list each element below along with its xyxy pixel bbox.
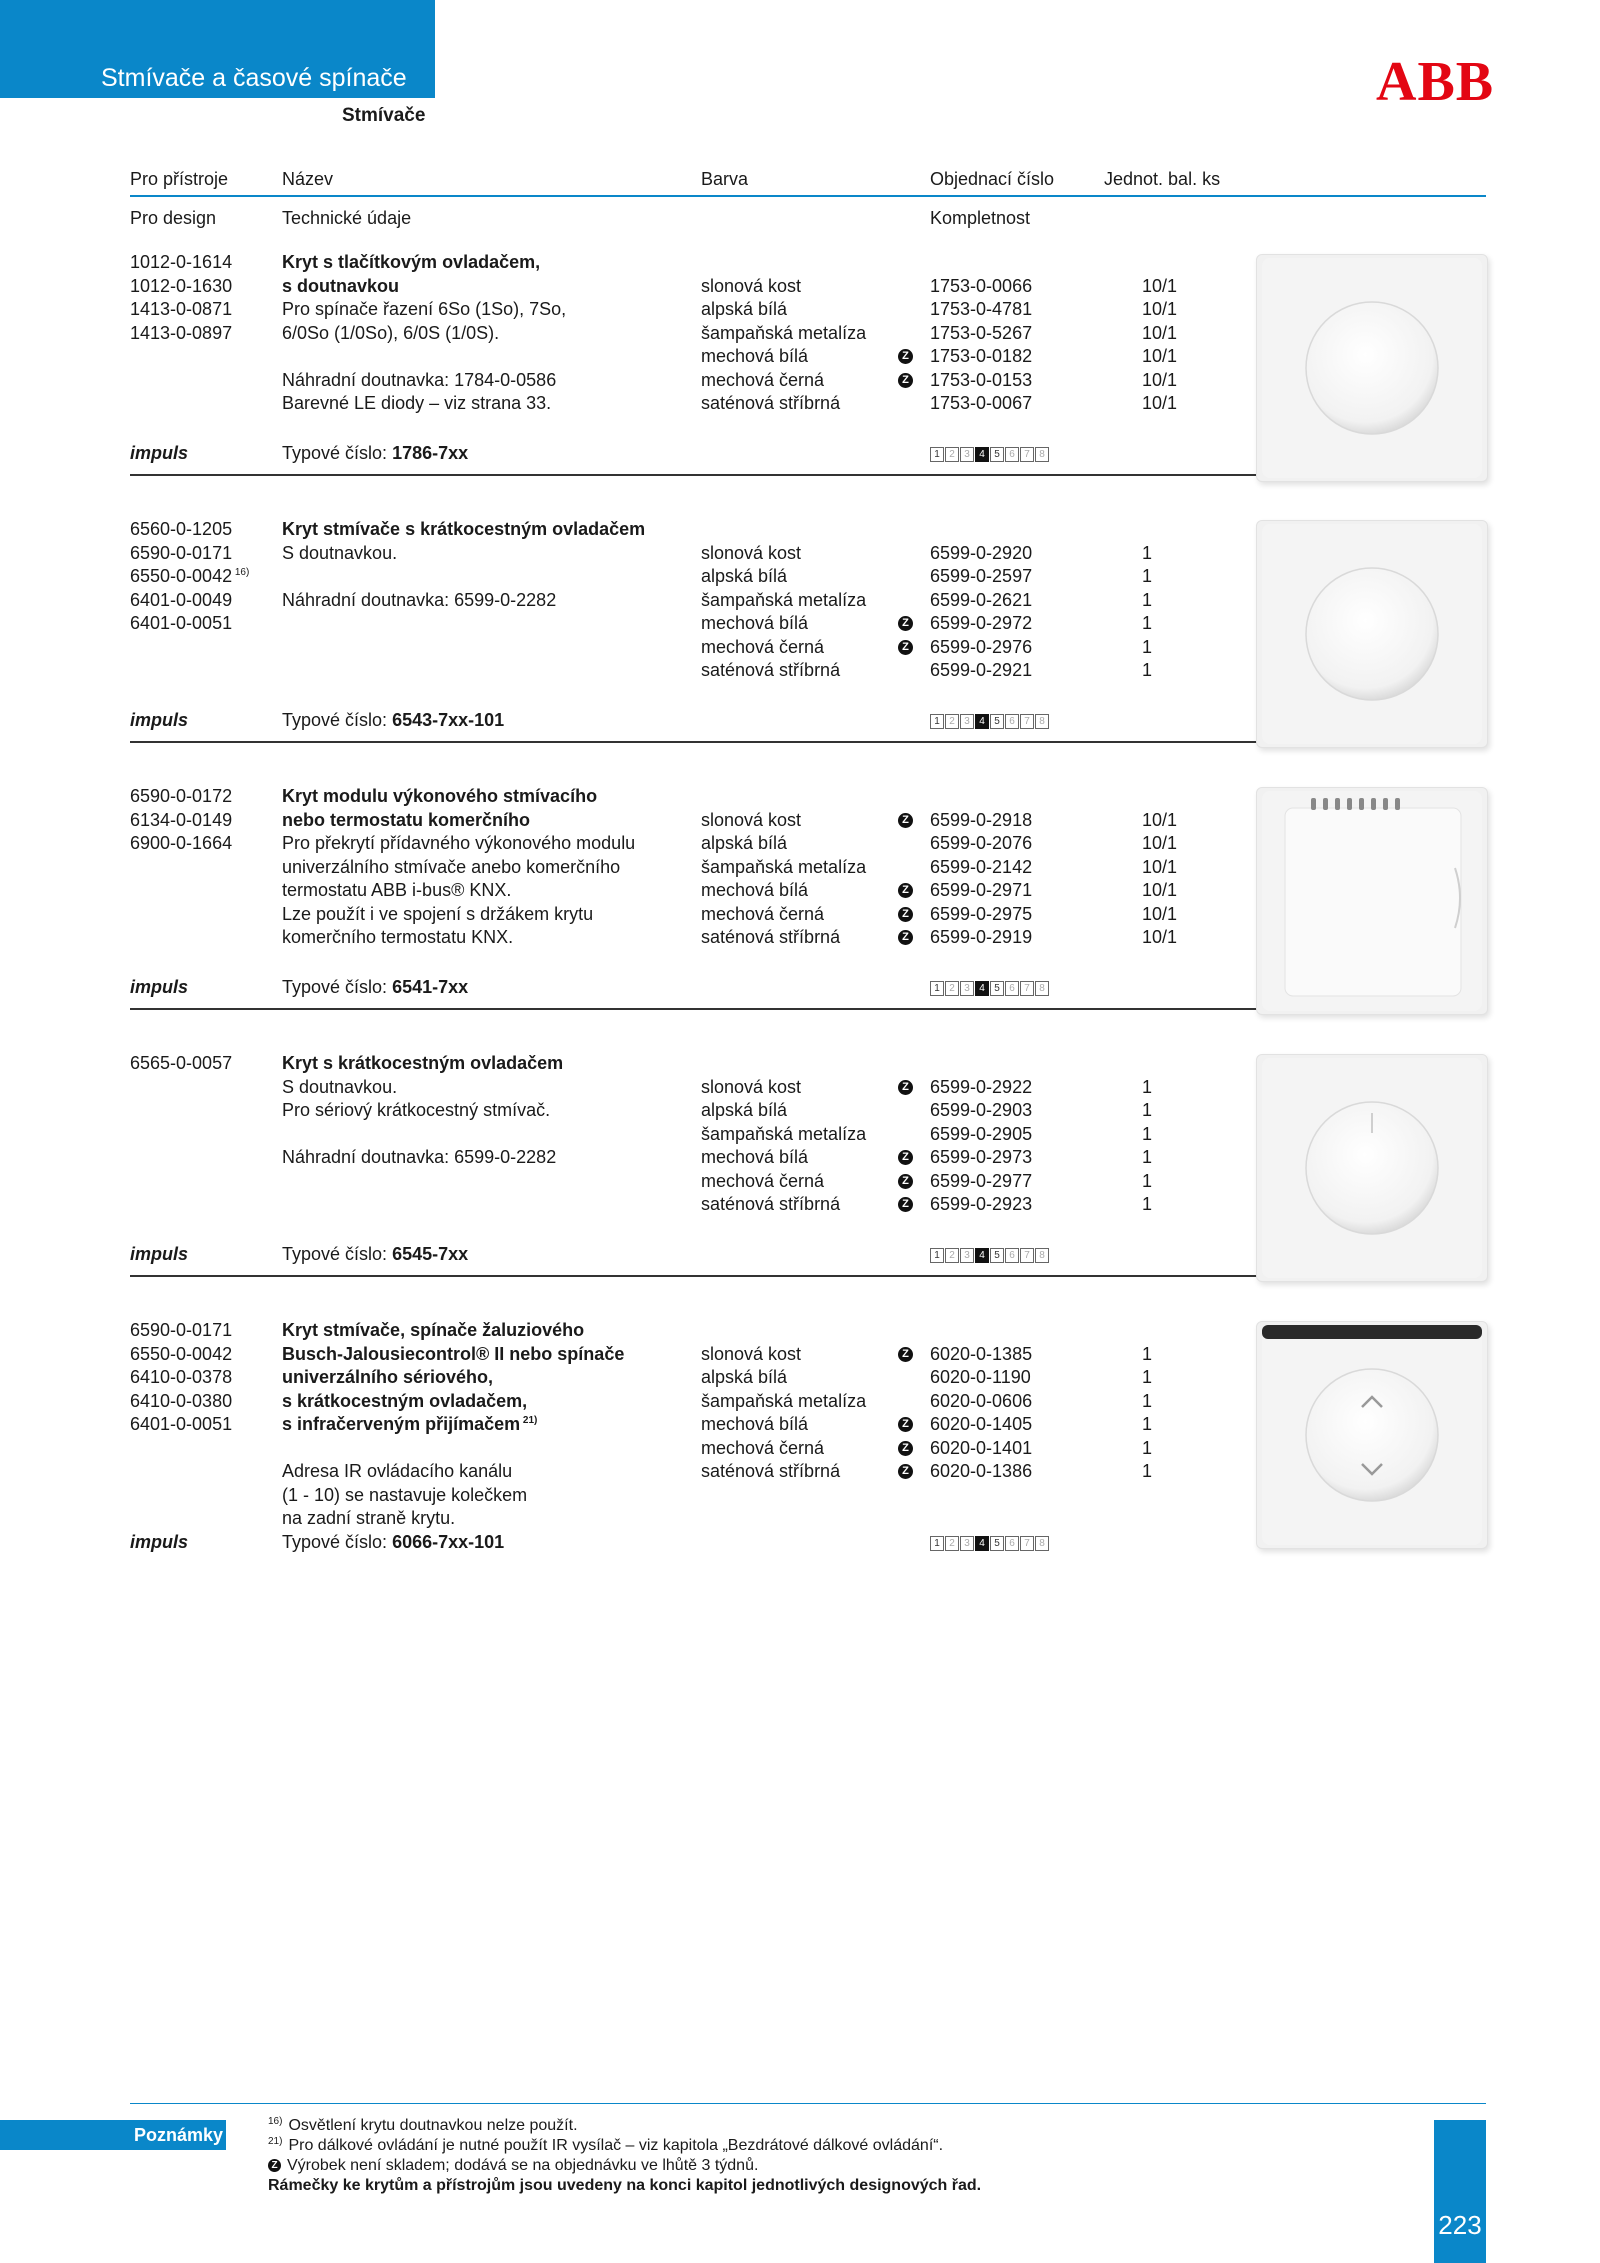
device-number: 6565-0-0057 [130, 1053, 233, 1073]
pack-quantity: 10/1 [1142, 346, 1178, 366]
color-name: slonová kost [701, 1343, 802, 1364]
product-title-line: nebo termostatu komerčního [282, 809, 531, 830]
color-name: mechová bílá [701, 613, 809, 633]
device-number: 6590-0-0171 [130, 542, 233, 563]
order-on-request-icon: Z [898, 1150, 913, 1165]
pack-quantity: 10/1 [1142, 927, 1178, 947]
scale-cell: 8 [1035, 1248, 1049, 1263]
pack-quantity: 1 [1142, 1461, 1153, 1481]
color-name: alpská bílá [701, 833, 788, 853]
product-description-line: Náhradní doutnavka: 6599-0-2282 [282, 1147, 557, 1167]
order-on-request-icon: Z [898, 930, 913, 945]
device-number: 1012-0-1614 [130, 252, 233, 272]
table-header-rule [130, 195, 1486, 197]
scale-cell: 7 [1020, 714, 1034, 729]
color-name: alpská bílá [701, 1100, 788, 1120]
pack-quantity: 10/1 [1142, 833, 1178, 853]
type-number-value: 6541-7xx [392, 977, 469, 997]
pack-quantity: 1 [1142, 589, 1153, 610]
product-title-line: Kryt s tlačítkovým ovladačem, [282, 252, 541, 272]
device-number: 6401-0-0049 [130, 589, 233, 610]
note-text: Osvětlení krytu doutnavkou nelze použít. [288, 2117, 578, 2134]
scale-cell: 5 [990, 1536, 1004, 1551]
order-number: 6020-0-1405 [930, 1414, 1033, 1434]
protection-scale [930, 447, 1050, 462]
chapter-title: Stmívače a časové spínače [101, 64, 407, 92]
product-title-line: Busch-Jalousiecontrol® II nebo spínače [282, 1343, 625, 1364]
pack-quantity: 1 [1142, 1390, 1153, 1411]
product-description-line: Lze použít i ve spojení s držákem krytu [282, 903, 594, 924]
order-number: 1753-0-0182 [930, 346, 1033, 366]
product-title-line: Kryt stmívače s krátkocestným ovladačem [282, 519, 646, 539]
product-title-line: Kryt s krátkocestným ovladačem [282, 1053, 564, 1073]
product-title-line: Kryt modulu výkonového stmívacího [282, 786, 598, 806]
order-number: 6020-0-1401 [930, 1437, 1033, 1458]
pack-quantity: 1 [1142, 1076, 1153, 1097]
color-name: slonová kost [701, 275, 802, 296]
order-number: 6599-0-2922 [930, 1076, 1033, 1097]
color-name: mechová bílá [701, 1414, 809, 1434]
order-on-request-icon: Z [898, 349, 913, 364]
pack-quantity: 1 [1142, 566, 1153, 586]
order-number: 6599-0-2905 [930, 1123, 1033, 1144]
order-on-request-icon: Z [898, 1441, 913, 1456]
note-line [268, 2176, 981, 2196]
scale-cell: 2 [945, 714, 959, 729]
protection-scale [930, 1536, 1050, 1551]
color-name: šampaňská metalíza [701, 589, 867, 610]
device-number: 6410-0-0380 [130, 1390, 233, 1411]
pack-quantity: 1 [1142, 636, 1153, 657]
scale-cell: 6 [1005, 981, 1019, 996]
order-number: 6599-0-2973 [930, 1147, 1033, 1167]
scale-cell: 2 [945, 447, 959, 462]
device-number: 6550-0-0042 [130, 1343, 233, 1364]
device-number: 6401-0-0051 [130, 1414, 233, 1434]
pack-quantity: 1 [1142, 1147, 1153, 1167]
scale-cell: 5 [990, 981, 1004, 996]
scale-cell: 5 [990, 1248, 1004, 1263]
scale-cell: 4 [975, 447, 989, 462]
pack-quantity: 10/1 [1142, 856, 1178, 877]
product-description-line: 6/0So (1/0So), 6/0S (1/0S). [282, 322, 500, 343]
color-name: mechová bílá [701, 880, 809, 900]
product-description-line: S doutnavkou. [282, 542, 398, 563]
order-number: 6599-0-2597 [930, 566, 1033, 586]
order-on-request-icon: Z [898, 813, 913, 828]
pack-quantity: 1 [1142, 613, 1153, 633]
type-number: Typové číslo: 6541-7xx [282, 977, 469, 997]
device-number: 6410-0-0378 [130, 1367, 233, 1387]
scale-cell: 7 [1020, 981, 1034, 996]
pack-quantity: 10/1 [1142, 322, 1178, 343]
color-name: alpská bílá [701, 1367, 788, 1387]
product-photo [1256, 520, 1488, 748]
pack-quantity: 1 [1142, 1437, 1153, 1458]
table-header-cell: Kompletnost [930, 208, 1031, 228]
order-number: 1753-0-0066 [930, 275, 1033, 296]
design-name: impuls [130, 710, 189, 730]
order-number: 6599-0-2976 [930, 636, 1033, 657]
pack-quantity: 1 [1142, 1123, 1153, 1144]
pack-quantity: 10/1 [1142, 880, 1178, 900]
device-number: 6401-0-0051 [130, 613, 233, 633]
order-number: 6599-0-2903 [930, 1100, 1033, 1120]
product-description-line: komerčního termostatu KNX. [282, 927, 514, 947]
color-name: mechová černá [701, 1170, 825, 1191]
note-line [268, 2156, 758, 2176]
color-name: mechová černá [701, 1437, 825, 1458]
order-on-request-icon: Z [898, 1417, 913, 1432]
pack-quantity: 10/1 [1142, 393, 1178, 413]
scale-cell: 6 [1005, 714, 1019, 729]
abb-logo: ABB [1376, 51, 1495, 113]
device-number: 6590-0-0172 [130, 786, 233, 806]
order-number: 6599-0-2621 [930, 589, 1033, 610]
scale-cell: 7 [1020, 1536, 1034, 1551]
product-description-line: univerzálního stmívače anebo komerčního [282, 856, 621, 877]
product-description-line: (1 - 10) se nastavuje kolečkem [282, 1484, 528, 1505]
notes-divider [130, 2103, 1486, 2104]
scale-cell: 5 [990, 447, 1004, 462]
product-title-line: univerzálního sériového, [282, 1367, 494, 1387]
scale-cell: 8 [1035, 714, 1049, 729]
order-number: 6020-0-1386 [930, 1461, 1033, 1481]
device-number: 6134-0-0149 [130, 809, 233, 830]
color-name: slonová kost [701, 542, 802, 563]
color-name: šampaňská metalíza [701, 1123, 867, 1144]
dimmer-knob-cover-icon [1257, 521, 1487, 747]
scale-cell: 1 [930, 1248, 944, 1263]
order-number: 6599-0-2975 [930, 903, 1033, 924]
product-description-line: Barevné LE diody – viz strana 33. [282, 393, 552, 413]
scale-cell: 4 [975, 714, 989, 729]
pack-quantity: 10/1 [1142, 275, 1178, 296]
pack-quantity: 1 [1142, 1343, 1153, 1364]
order-on-request-icon: Z [898, 883, 913, 898]
scale-cell: 4 [975, 981, 989, 996]
section-subtitle: Stmívače [342, 105, 426, 126]
power-module-cover-icon [1257, 788, 1487, 1014]
type-number: Typové číslo: 6545-7xx [282, 1244, 469, 1264]
scale-cell: 6 [1005, 1536, 1019, 1551]
order-on-request-icon: Z [898, 1347, 913, 1362]
pack-quantity: 1 [1142, 1170, 1153, 1191]
design-name: impuls [130, 977, 189, 997]
product-description-line: na zadní straně krytu. [282, 1508, 456, 1528]
table-header-cell: Pro přístroje [130, 169, 229, 189]
table-header-cell: Objednací číslo [930, 169, 1055, 189]
table-header-cell: Barva [701, 169, 749, 189]
short-stroke-knob-cover-icon [1257, 1055, 1487, 1281]
scale-cell: 7 [1020, 447, 1034, 462]
order-number: 6599-0-2921 [930, 660, 1033, 680]
note-line [268, 2116, 578, 2136]
product-title-line: s krátkocestným ovladačem, [282, 1390, 528, 1411]
color-name: slonová kost [701, 1076, 802, 1097]
table-header-cell: Jednot. bal. ks [1104, 169, 1221, 189]
product-title-line: s doutnavkou [282, 275, 400, 296]
pack-quantity: 10/1 [1142, 903, 1178, 924]
type-number-value: 6545-7xx [392, 1244, 469, 1264]
design-name: impuls [130, 1531, 189, 1552]
pack-quantity: 1 [1142, 1367, 1153, 1387]
color-name: mechová bílá [701, 1147, 809, 1167]
page-number: 223 [1438, 2210, 1482, 2240]
order-number: 1753-0-4781 [930, 299, 1033, 319]
footnote-ref: 16) [232, 567, 250, 578]
type-number-value: 6543-7xx-101 [392, 710, 505, 730]
order-number: 6599-0-2971 [930, 880, 1033, 900]
product-photo [1256, 1321, 1488, 1549]
pack-quantity: 10/1 [1142, 809, 1178, 830]
pack-quantity: 1 [1142, 1194, 1153, 1214]
push-button-cover-icon [1257, 255, 1487, 481]
table-header-cell: Technické údaje [282, 208, 412, 228]
color-name: slonová kost [701, 809, 802, 830]
ir-receiver-cover-icon [1257, 1322, 1487, 1548]
note-line [268, 2136, 943, 2156]
order-on-request-icon: Z [898, 640, 913, 655]
product-photo [1256, 1054, 1488, 1282]
scale-cell: 4 [975, 1248, 989, 1263]
product-description-line: S doutnavkou. [282, 1076, 398, 1097]
product-photo [1256, 787, 1488, 1015]
device-number: 6550-0-0042 $^{16)}$ [130, 566, 250, 586]
type-number-value: 6066-7xx-101 [392, 1531, 505, 1552]
order-on-request-icon: Z [898, 616, 913, 631]
pack-quantity: 10/1 [1142, 299, 1178, 319]
color-name: saténová stříbrná [701, 393, 841, 413]
product-description-line: termostatu ABB i-bus® KNX. [282, 880, 512, 900]
color-name: saténová stříbrná [701, 1194, 841, 1214]
color-name: mechová černá [701, 903, 825, 924]
table-header-cell: Pro design [130, 208, 217, 228]
scale-cell: 3 [960, 447, 974, 462]
scale-cell: 2 [945, 1248, 959, 1263]
device-number: 6590-0-0171 [130, 1320, 233, 1340]
scale-cell: 3 [960, 714, 974, 729]
notes-label: Poznámky [0, 2120, 226, 2150]
product-description-line: Pro překrytí přídavného výkonového modulu [282, 833, 636, 853]
product-description-line: Pro sériový krátkocestný stmívač. [282, 1100, 551, 1120]
scale-cell: 1 [930, 1536, 944, 1551]
order-on-request-icon: Z [898, 1080, 913, 1095]
footnote-ref: 16) [268, 2115, 283, 2127]
device-number: 1012-0-1630 [130, 275, 233, 296]
order-number: 6599-0-2977 [930, 1170, 1033, 1191]
scale-cell: 4 [975, 1536, 989, 1551]
order-on-request-icon: Z [898, 907, 913, 922]
protection-scale [930, 1248, 1050, 1263]
order-on-request-icon: Z [898, 1197, 913, 1212]
scale-cell: 2 [945, 1536, 959, 1551]
note-text: Pro dálkové ovládání je nutné použít IR vysílač – viz kapitola „Bezdrátové dálkové ovládání“. [288, 2137, 944, 2154]
pack-quantity: 1 [1142, 1414, 1153, 1434]
product-title-line: Kryt stmívače, spínače žaluziového [282, 1320, 585, 1340]
order-on-request-icon: Z [898, 1464, 913, 1479]
color-name: saténová stříbrná [701, 1461, 841, 1481]
color-name: mechová černá [701, 369, 825, 390]
color-name: mechová černá [701, 636, 825, 657]
product-description-line: Pro spínače řazení 6So (1So), 7So, [282, 299, 567, 319]
footnote-ref: 21) [520, 1415, 538, 1426]
order-number: 6599-0-2920 [930, 542, 1033, 563]
note-text: Výrobek není skladem; dodává se na objednávku ve lhůtě 3 týdnů. [287, 2157, 759, 2174]
scale-cell: 5 [990, 714, 1004, 729]
order-number: 6599-0-2919 [930, 927, 1033, 947]
order-number: 6020-0-1385 [930, 1343, 1033, 1364]
type-number-value: 1786-7xx [392, 443, 469, 463]
order-on-request-icon: Z [898, 373, 913, 388]
scale-cell: 2 [945, 981, 959, 996]
page-number-box [1434, 2120, 1486, 2263]
pack-quantity: 1 [1142, 660, 1153, 680]
design-name: impuls [130, 443, 189, 463]
order-number: 6599-0-2142 [930, 856, 1033, 877]
order-number: 6020-0-1190 [930, 1367, 1031, 1387]
product-title-line: s infračerveným přijímačem $^{21)}$ [282, 1414, 538, 1434]
pack-quantity: 10/1 [1142, 369, 1178, 390]
order-on-request-icon: Z [898, 1174, 913, 1189]
scale-cell: 1 [930, 447, 944, 462]
table-header-cell: Název [282, 169, 334, 189]
color-name: alpská bílá [701, 566, 788, 586]
order-number: 1753-0-5267 [930, 322, 1033, 343]
color-name: šampaňská metalíza [701, 1390, 867, 1411]
device-number: 1413-0-0897 [130, 322, 233, 343]
device-number: 6900-0-1664 [130, 833, 233, 853]
order-number: 6599-0-2923 [930, 1194, 1033, 1214]
order-on-request-icon: Z [268, 2159, 281, 2172]
pack-quantity: 1 [1142, 1100, 1153, 1120]
product-description-line: Adresa IR ovládacího kanálu [282, 1461, 513, 1481]
color-name: šampaňská metalíza [701, 322, 867, 343]
order-number: 6599-0-2972 [930, 613, 1033, 633]
product-description-line: Náhradní doutnavka: 1784-0-0586 [282, 369, 557, 390]
product-description-line: Náhradní doutnavka: 6599-0-2282 [282, 589, 557, 610]
device-number: 6560-0-1205 [130, 519, 233, 539]
scale-cell: 7 [1020, 1248, 1034, 1263]
scale-cell: 6 [1005, 1248, 1019, 1263]
pack-quantity: 1 [1142, 542, 1153, 563]
note-text: Rámečky ke krytům a přístrojům jsou uvedeny na konci kapitol jednotlivých designových řad. [268, 2177, 982, 2194]
order-number: 6599-0-2076 [930, 833, 1033, 853]
scale-cell: 6 [1005, 447, 1019, 462]
scale-cell: 3 [960, 981, 974, 996]
order-number: 1753-0-0153 [930, 369, 1033, 390]
type-number: Typové číslo: 1786-7xx [282, 443, 469, 463]
color-name: šampaňská metalíza [701, 856, 867, 877]
color-name: saténová stříbrná [701, 927, 841, 947]
color-name: saténová stříbrná [701, 660, 841, 680]
scale-cell: 8 [1035, 447, 1049, 462]
device-number: 1413-0-0871 [130, 299, 233, 319]
design-name: impuls [130, 1244, 189, 1264]
scale-cell: 3 [960, 1536, 974, 1551]
order-number: 6599-0-2918 [930, 809, 1033, 830]
scale-cell: 8 [1035, 981, 1049, 996]
scale-cell: 8 [1035, 1536, 1049, 1551]
scale-cell: 3 [960, 1248, 974, 1263]
scale-cell: 1 [930, 714, 944, 729]
protection-scale [930, 981, 1050, 996]
product-photo [1256, 254, 1488, 482]
protection-scale [930, 714, 1050, 729]
footnote-ref: 21) [268, 2135, 283, 2147]
order-number: 1753-0-0067 [930, 393, 1033, 413]
order-number: 6020-0-0606 [930, 1390, 1033, 1411]
type-number: Typové číslo: 6543-7xx-101 [282, 710, 505, 730]
type-number: Typové číslo: 6066-7xx-101 [282, 1531, 505, 1552]
scale-cell: 1 [930, 981, 944, 996]
color-name: alpská bílá [701, 299, 788, 319]
color-name: mechová bílá [701, 346, 809, 366]
